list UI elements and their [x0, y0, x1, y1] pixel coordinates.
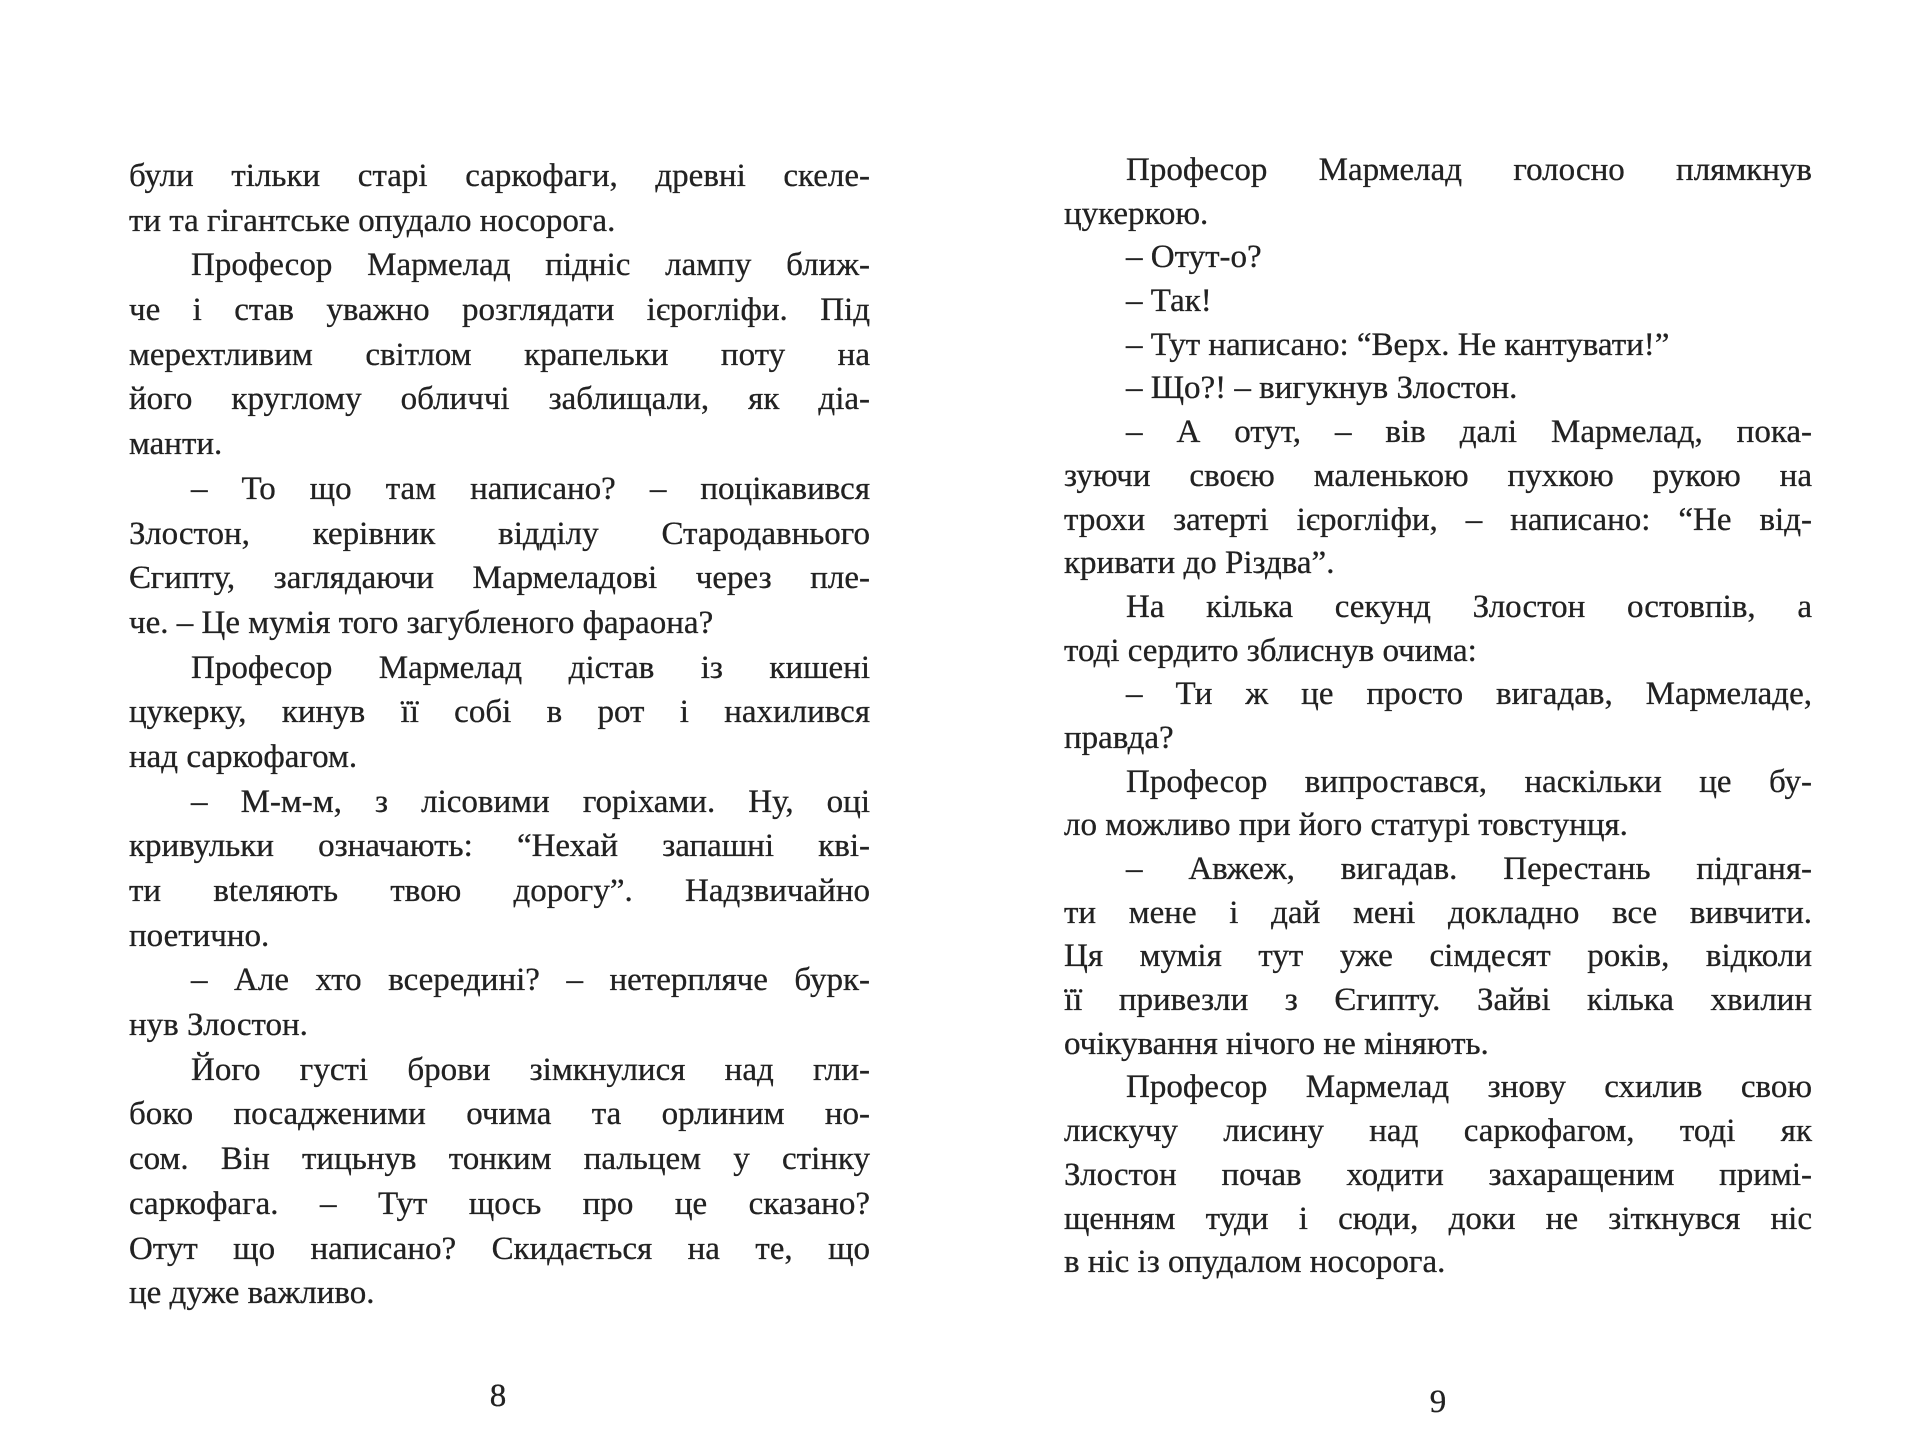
text-line: Отут що написано? Скидається на те, що: [129, 1230, 870, 1267]
text-line: кривульки означають: “Нехай запашні кві-: [129, 828, 870, 865]
paragraph: [129, 243, 870, 466]
text-line: боко посадженими очима та орлиним но-: [129, 1096, 870, 1133]
right-page-text: [1064, 149, 1812, 1285]
text-line: Ця мумія тут уже сімдесят років, відколи: [1064, 938, 1812, 975]
paragraph: [129, 1048, 870, 1316]
paragraph: [129, 467, 870, 646]
left-page-text: [129, 154, 870, 1316]
text-line: кривати до Різдва”.: [1064, 545, 1335, 582]
text-line: тоді сердито зблиснув очима:: [1064, 632, 1477, 669]
text-line: ти мене і дай мені докладно все вивчити.: [1064, 894, 1812, 931]
text-line: її привезли з Єгипту. Зайві кілька хвилин: [1064, 982, 1812, 1019]
text-line: Злостон почав ходити захаращеним примі-: [1064, 1156, 1812, 1193]
text-line: це дуже важливо.: [129, 1275, 375, 1312]
text-line: його круглому обличчі заблищали, як діа-: [129, 381, 870, 418]
text-line: цукеркою.: [1064, 195, 1209, 232]
paragraph: [1064, 149, 1812, 236]
text-line: Професор Мармелад дістав із кишені: [191, 649, 870, 686]
text-line: Професор випростався, наскільки це бу-: [1126, 763, 1812, 800]
text-line: в ніс із опудалом носорога.: [1064, 1244, 1446, 1281]
text-line: – Що?! – вигукнув Злостон.: [1126, 370, 1518, 407]
text-line: манти.: [129, 426, 223, 463]
paragraph: [1064, 280, 1812, 324]
paragraph: [1064, 411, 1812, 586]
paragraph: [1064, 586, 1812, 673]
paragraph: [129, 154, 870, 243]
text-line: щенням туди і сюди, доки не зіткнувся ніс: [1064, 1200, 1812, 1237]
text-line: трохи затерті ієрогліфи, – написано: “Не від-: [1064, 501, 1812, 538]
text-line: че. – Це мумія того загубленого фараона?: [129, 604, 714, 641]
text-line: Професор Мармелад голосно плямкнув: [1126, 152, 1812, 188]
paragraph: [1064, 848, 1812, 1066]
text-line: Єгипту, заглядаючи Мармеладові через пле-: [129, 560, 870, 597]
paragraph: [1064, 761, 1812, 848]
text-line: – Отут-о?: [1126, 239, 1262, 276]
paragraph: [1064, 367, 1812, 411]
text-line: цукерку, кинув її собі в рот і нахилився: [129, 694, 870, 731]
text-line: – Авжеж, вигадав. Перестань підганя-: [1126, 851, 1812, 887]
text-line: – Тут написано: “Верх. Не кантувати!”: [1126, 326, 1670, 363]
text-line: – Але хто всередині? – нетерпляче бурк-: [191, 962, 870, 999]
text-line: сом. Він тицьнув тонким пальцем у стінку: [129, 1141, 870, 1178]
text-line: – М-м-м, з лісовими горіхами. Ну, оці: [191, 783, 870, 820]
text-line: саркофага. – Тут щось про це сказано?: [129, 1185, 870, 1222]
text-line: На кілька секунд Злостон остовпів, а: [1126, 588, 1812, 625]
paragraph: [1064, 324, 1812, 368]
paragraph: [1064, 1066, 1812, 1284]
text-line: че і став уважно розглядати ієрогліфи. Під: [129, 292, 870, 329]
text-line: – А отут, – вів далі Мармелад, пока-: [1126, 414, 1812, 451]
paragraph: [1064, 673, 1812, 760]
paragraph: [129, 958, 870, 1047]
text-line: Професор Мармелад знову схилив свою: [1126, 1069, 1812, 1106]
paragraph: [129, 646, 870, 780]
text-line: Злостон, керівник відділу Стародавнього: [129, 515, 870, 552]
text-line: мерехтливим світлом крапельки поту на: [129, 336, 870, 373]
text-line: Його густі брови зімкнулися над гли-: [191, 1051, 870, 1088]
page-number-left: 8: [489, 1378, 507, 1414]
text-line: над саркофагом.: [129, 738, 358, 775]
text-line: ти та гігантське опудало носорога.: [129, 202, 616, 239]
text-line: – То що там написано? – поцікавився: [191, 470, 870, 507]
text-line: очікування нічого не міняють.: [1064, 1025, 1489, 1062]
text-line: зуючи своєю маленькою пухкою рукою на: [1064, 457, 1812, 494]
text-line: – Ти ж це просто вигадав, Мармеладе,: [1126, 676, 1812, 713]
text-line: були тільки старі саркофаги, древні скеле-: [129, 158, 870, 194]
text-line: – Так!: [1126, 283, 1212, 320]
text-line: Професор Мармелад підніс лампу ближ-: [191, 247, 870, 284]
text-line: ло можливо при його статурі товстунця.: [1064, 807, 1628, 844]
text-line: лискучу лисину над саркофагом, тоді як: [1064, 1113, 1812, 1150]
paragraph: [1064, 236, 1812, 280]
text-line: ти вteляють твою дорогу”. Надзвичайно: [129, 873, 870, 909]
text-line: правда?: [1064, 719, 1174, 756]
text-line: поетично.: [129, 917, 270, 954]
text-line: нув Злостон.: [129, 1007, 308, 1044]
paragraph: [129, 780, 870, 959]
page-number-right: 9: [1429, 1384, 1447, 1420]
